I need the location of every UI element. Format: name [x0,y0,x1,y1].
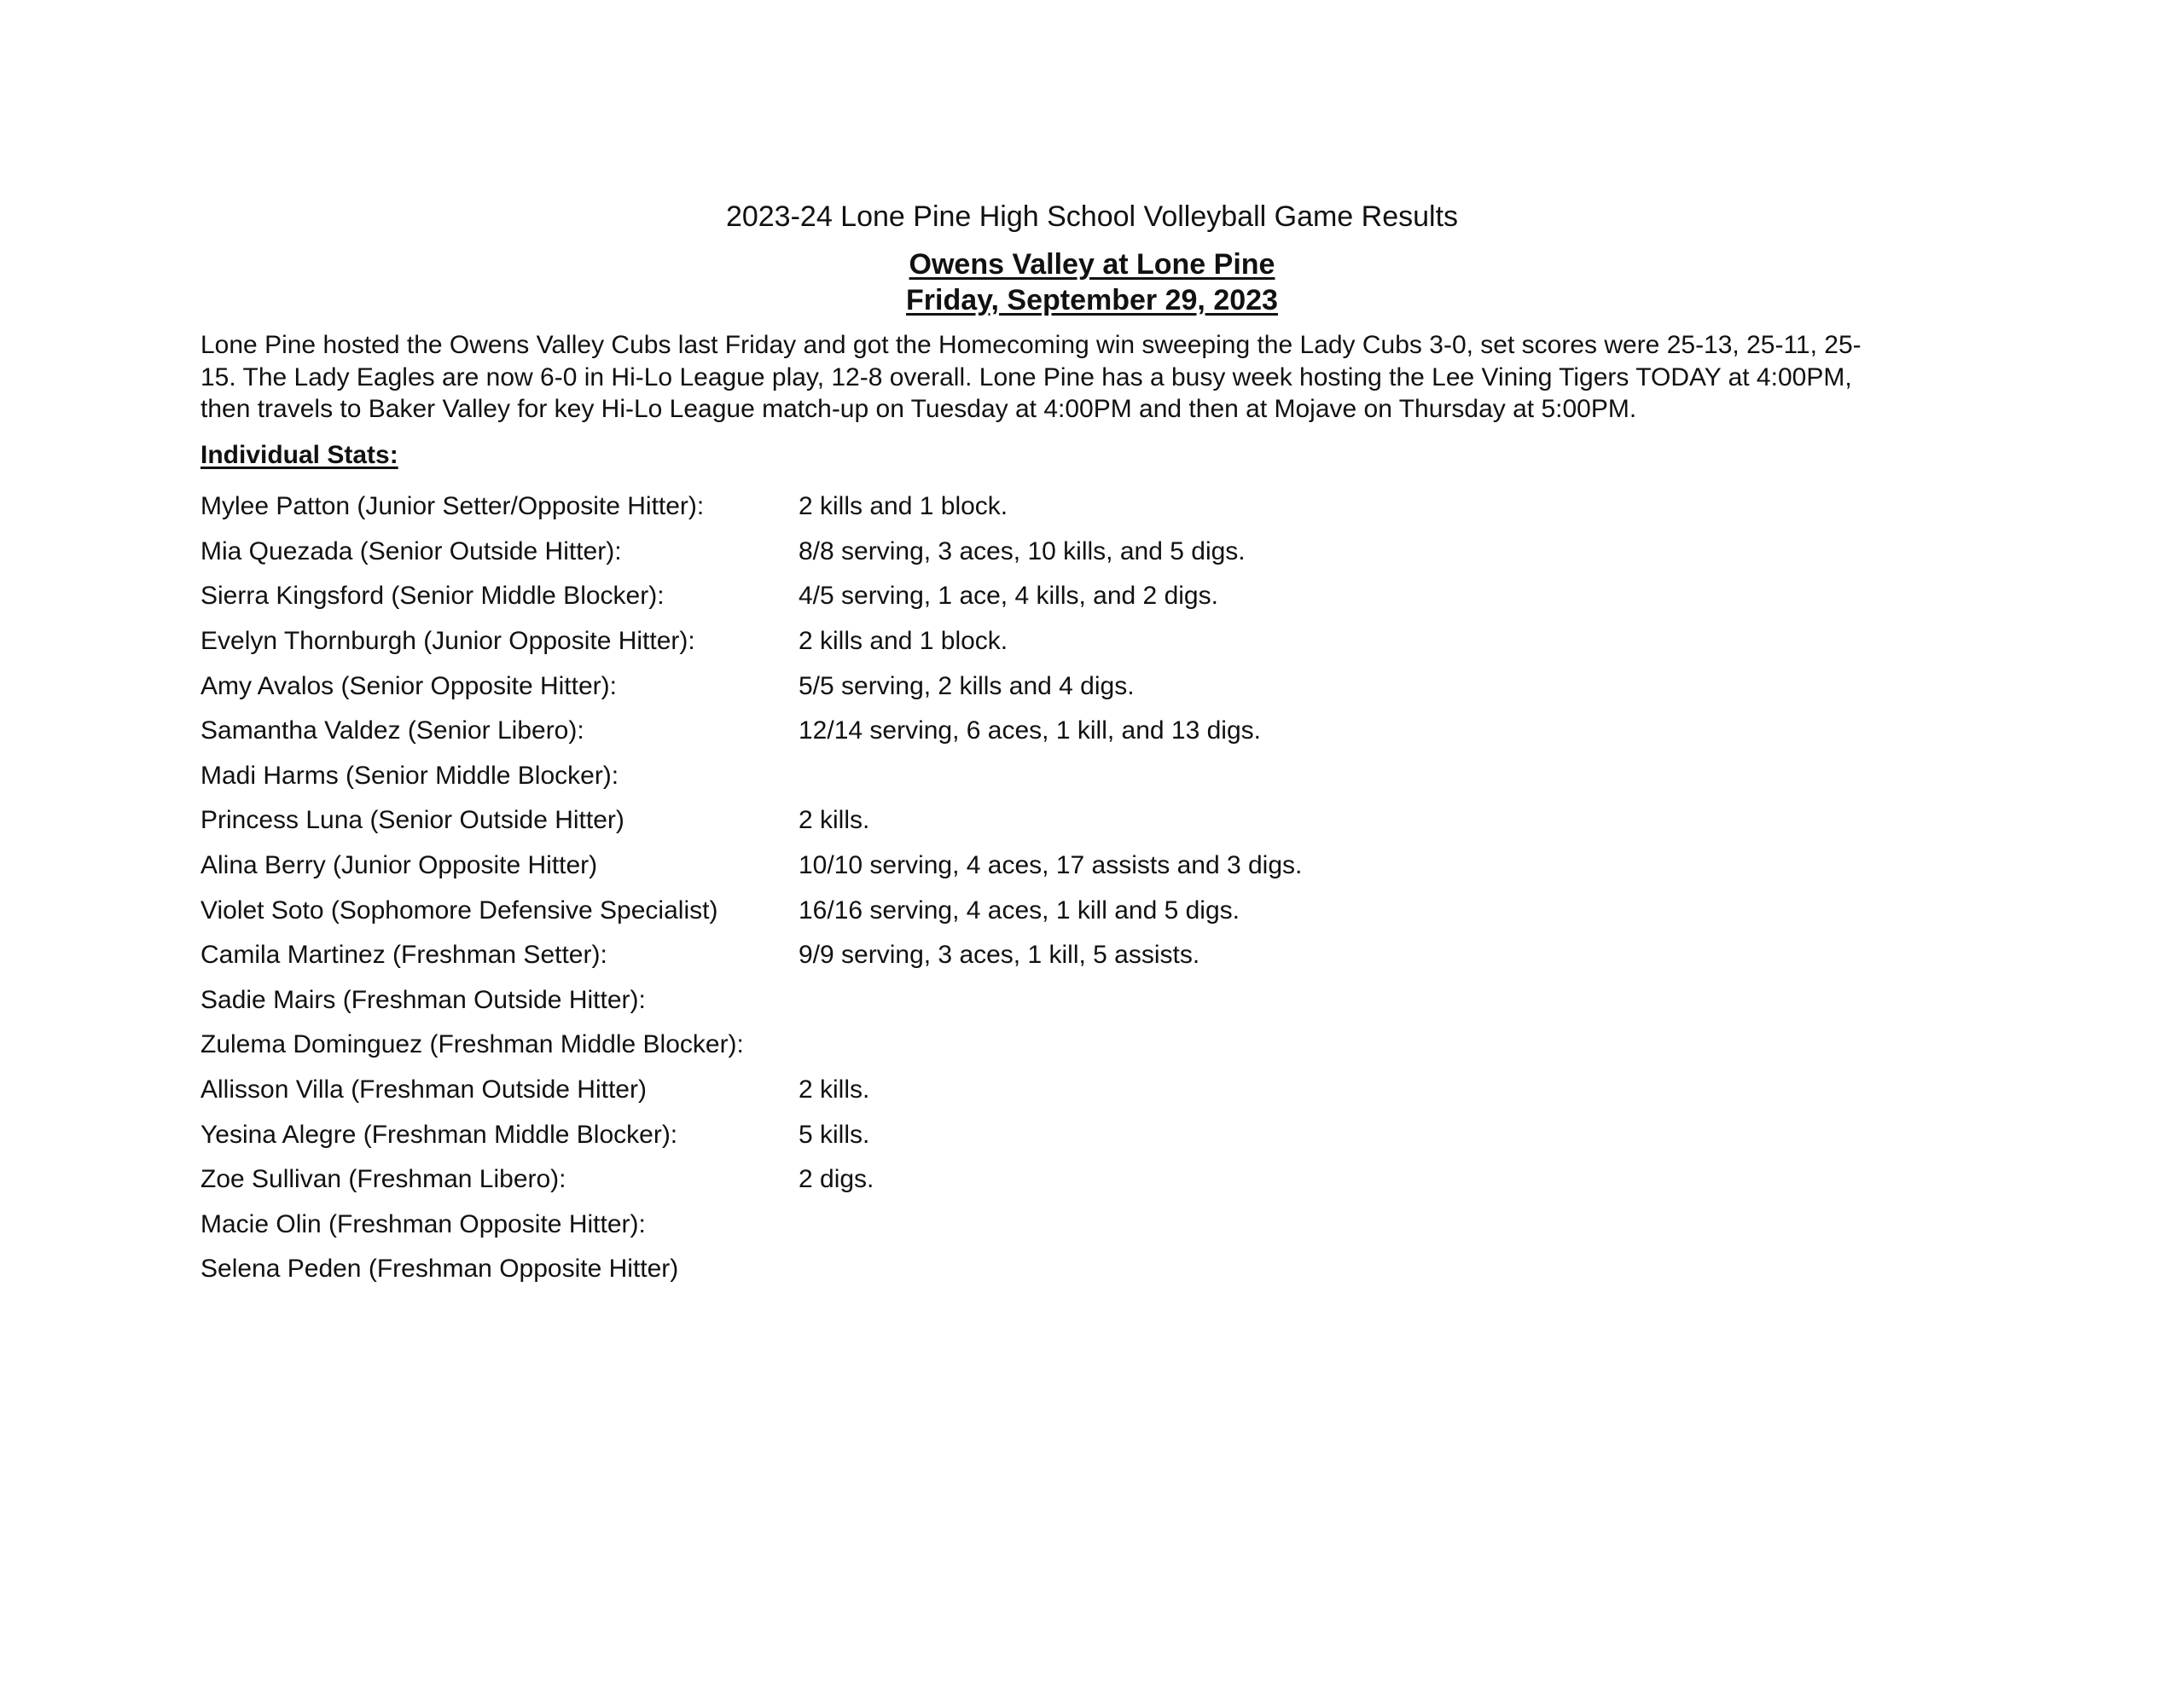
player-stats: 2 kills. [799,1075,870,1104]
player-name: Evelyn Thornburgh (Junior Opposite Hitter): [200,627,695,656]
player-stats: 10/10 serving, 4 aces, 17 assists and 3 digs. [799,851,1303,880]
stat-row [200,1023,1736,1068]
individual-stats-heading: Individual Stats: [200,441,398,469]
stat-row [200,619,1736,664]
game-summary-paragraph [200,329,2013,426]
summary-line: then travels to Baker Valley for key Hi-Lo League match-up on Tuesday at 4:00PM and then at Mojave on Thursday at 5:00PM. [200,395,1637,423]
stat-row [200,484,1736,530]
player-name: Camila Martinez (Freshman Setter): [200,941,607,970]
stat-row [200,1112,1736,1157]
player-name: Zulema Dominguez (Freshman Middle Blocker): [200,1030,744,1059]
player-stats: 9/9 serving, 3 aces, 1 kill, 5 assists. [799,941,1200,970]
player-stats: 5/5 serving, 2 kills and 4 digs. [799,671,1135,700]
player-stats: 2 kills and 1 block. [799,492,1008,521]
stat-row [200,978,1736,1023]
stat-row [200,664,1736,709]
stat-row [200,1203,1736,1248]
stat-row [200,754,1736,799]
player-name: Amy Avalos (Senior Opposite Hitter): [200,671,617,700]
player-stats: 4/5 serving, 1 ace, 4 kills, and 2 digs. [799,582,1218,611]
stat-row [200,1068,1736,1113]
summary-line: 15. The Lady Eagles are now 6-0 in Hi-Lo League play, 12-8 overall. Lone Pine has a busy week hosting the Lee Vining Tigers TODAY at 4:00PM, [200,362,1852,391]
stat-row [200,798,1736,844]
player-stats: 16/16 serving, 4 aces, 1 kill and 5 digs. [799,896,1240,925]
matchup-heading: Owens Valley at Lone Pine [909,248,1275,281]
player-name: Mylee Patton (Junior Setter/Opposite Hitter): [200,492,705,521]
player-name: Madi Harms (Senior Middle Blocker): [200,761,619,790]
stat-row [200,530,1736,575]
player-name: Allisson Villa (Freshman Outside Hitter) [200,1075,647,1104]
player-name: Zoe Sullivan (Freshman Libero): [200,1165,566,1194]
player-name: Violet Soto (Sophomore Defensive Specialist) [200,896,718,925]
player-stats: 5 kills. [799,1120,870,1149]
stat-row [200,1157,1736,1203]
player-name: Samantha Valdez (Senior Libero): [200,716,584,745]
individual-stats-list [200,484,1736,1292]
player-name: Mia Quezada (Senior Outside Hitter): [200,536,622,565]
stat-row [200,1247,1736,1292]
player-stats: 12/14 serving, 6 aces, 1 kill, and 13 digs. [799,716,1261,745]
player-name: Sadie Mairs (Freshman Outside Hitter): [200,985,646,1014]
player-name: Yesina Alegre (Freshman Middle Blocker): [200,1120,678,1149]
stat-row [200,709,1736,754]
player-stats: 2 digs. [799,1165,874,1194]
document-title: 2023-24 Lone Pine High School Volleyball Game Results [725,200,1459,233]
stat-row [200,888,1736,933]
player-stats: 8/8 serving, 3 aces, 10 kills, and 5 digs. [799,536,1246,565]
player-name: Macie Olin (Freshman Opposite Hitter): [200,1209,646,1238]
player-stats: 2 kills and 1 block. [799,627,1008,656]
player-name: Selena Peden (Freshman Opposite Hitter) [200,1255,679,1284]
stat-row [200,574,1736,619]
summary-line: Lone Pine hosted the Owens Valley Cubs last Friday and got the Homecoming win sweeping the Lady Cubs 3-0, set scores were 25-13, 25-11, 25- [200,331,1862,359]
stat-row [200,844,1736,889]
stat-row [200,933,1736,978]
player-name: Sierra Kingsford (Senior Middle Blocker): [200,582,665,611]
match-date-heading: Friday, September 29, 2023 [906,284,1278,316]
player-stats: 2 kills. [799,806,870,835]
player-name: Alina Berry (Junior Opposite Hitter) [200,851,598,880]
player-name: Princess Luna (Senior Outside Hitter) [200,806,624,835]
